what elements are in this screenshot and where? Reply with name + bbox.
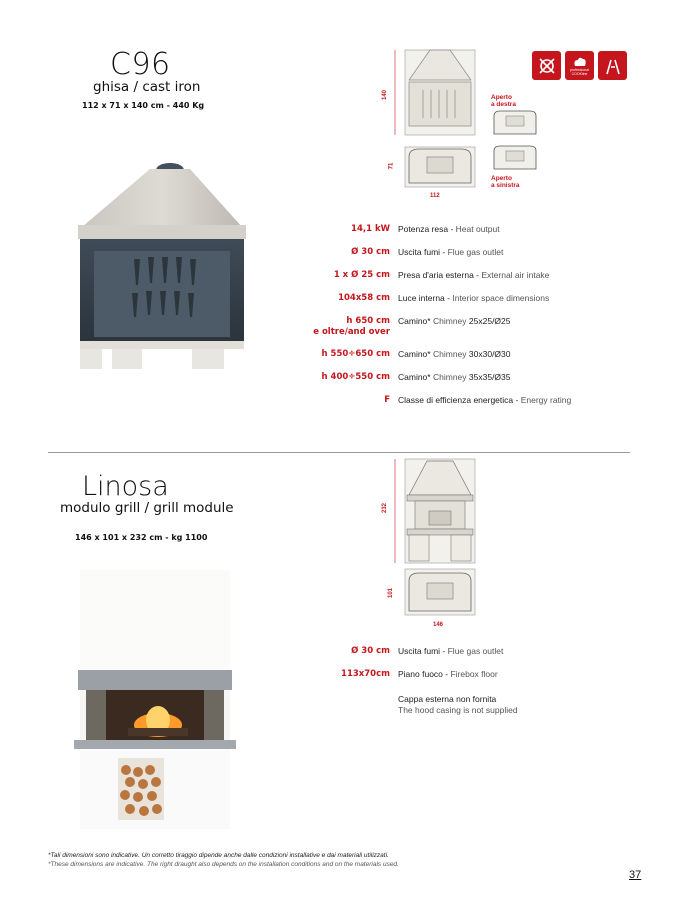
footnote-it: *Tali dimensioni sono indicative. Un corretto tiraggio dipende anche dalle condizioni installative e dai materiali utilizzati. (48, 852, 389, 859)
c96-spec-row (250, 270, 600, 293)
linosa-width-label: 146 (433, 622, 444, 628)
cooking-logo-label: professional COOKline (570, 67, 589, 76)
page-number: 37 (629, 869, 642, 881)
spec-label: Camino* Chimney 35x35/Ø35 (398, 372, 511, 382)
spec-value: h 400÷550 cm (321, 372, 390, 382)
spec-value: h 550÷650 cm (321, 349, 390, 359)
linosa-title: Linosa (82, 471, 169, 502)
linosa-note-it: Cappa esterna non fornita (398, 694, 497, 704)
c96-height-label: 140 (382, 89, 389, 101)
spec-value: 113x70cm (341, 669, 390, 679)
spec-label: Potenza resa - Heat output (398, 224, 500, 234)
spec-label: Luce interna - Interior space dimensions (398, 293, 550, 303)
c96-specs (250, 224, 600, 418)
c96-spec-row (250, 316, 600, 349)
spec-label: Camino* Chimney 25x25/Ø25 (398, 316, 511, 326)
linosa-fireplace-image (60, 560, 250, 840)
linosa-specs (250, 646, 600, 716)
c96-width-label: 112 (430, 193, 440, 199)
linosa-dimensions: 146 x 101 x 232 cm - kg 1100 (75, 533, 208, 542)
linosa-subtitle: modulo grill / grill module (60, 500, 234, 516)
grill-logo-icon (598, 51, 627, 80)
wood-fire-logo-icon (532, 51, 561, 80)
linosa-drawing-top (395, 565, 485, 620)
c96-spec-row (250, 224, 600, 247)
spec-value: 104x58 cm (338, 293, 390, 303)
spec-label: Uscita fumi - Flue gas outlet (398, 247, 504, 257)
spec-label: Piano fuoco - Firebox floor (398, 669, 498, 679)
c96-spec-row (250, 349, 600, 372)
linosa-note-en: The hood casing is not supplied (398, 705, 518, 715)
spec-value: h 650 cm e oltre/and over (313, 316, 390, 337)
spec-label: Uscita fumi - Flue gas outlet (398, 646, 504, 656)
linosa-depth-label: 101 (388, 587, 395, 599)
c96-fireplace-image (72, 155, 252, 375)
footnote-en: *These dimensions are indicative. The right draught also depends on the installation conditions and on the materials used. (48, 860, 399, 868)
footnote (48, 852, 608, 869)
c96-open-left-label: Aperto a sinistra (491, 175, 520, 189)
section-divider (48, 452, 630, 453)
c96-drawing-front (385, 40, 485, 140)
spec-label: Presa d'aria esterna - External air intake (398, 270, 550, 280)
c96-spec-row (250, 247, 600, 270)
spec-label: Classe di efficienza energetica - Energy rating (398, 395, 572, 405)
c96-spec-row (250, 293, 600, 316)
linosa-note (398, 694, 518, 716)
c96-dimensions: 112 x 71 x 140 cm - 440 Kg (82, 101, 205, 110)
spec-value: 14,1 kW (351, 224, 390, 234)
spec-value: F (384, 395, 390, 405)
c96-depth-label: 71 (388, 162, 395, 170)
linosa-spec-row (250, 669, 600, 692)
linosa-height-label: 232 (382, 502, 389, 514)
c96-open-left-drawing (490, 143, 540, 173)
linosa-spec-row (250, 646, 600, 669)
linosa-note-row (250, 694, 600, 716)
c96-subtitle: ghisa / cast iron (93, 79, 201, 95)
c96-spec-row (250, 372, 600, 395)
c96-title: C96 (110, 47, 171, 82)
spec-value: Ø 30 cm (351, 247, 390, 257)
c96-spec-row (250, 395, 600, 418)
spec-label: Camino* Chimney 30x30/Ø30 (398, 349, 511, 359)
c96-open-right-drawing (490, 108, 540, 138)
c96-drawing-top (395, 143, 485, 193)
spec-value: 1 x Ø 25 cm (333, 270, 390, 280)
professional-cooking-logo-icon (565, 51, 594, 80)
spec-value: Ø 30 cm (351, 646, 390, 656)
linosa-drawing-front (385, 455, 485, 570)
c96-open-right-label: Aperto a destra (491, 94, 516, 108)
